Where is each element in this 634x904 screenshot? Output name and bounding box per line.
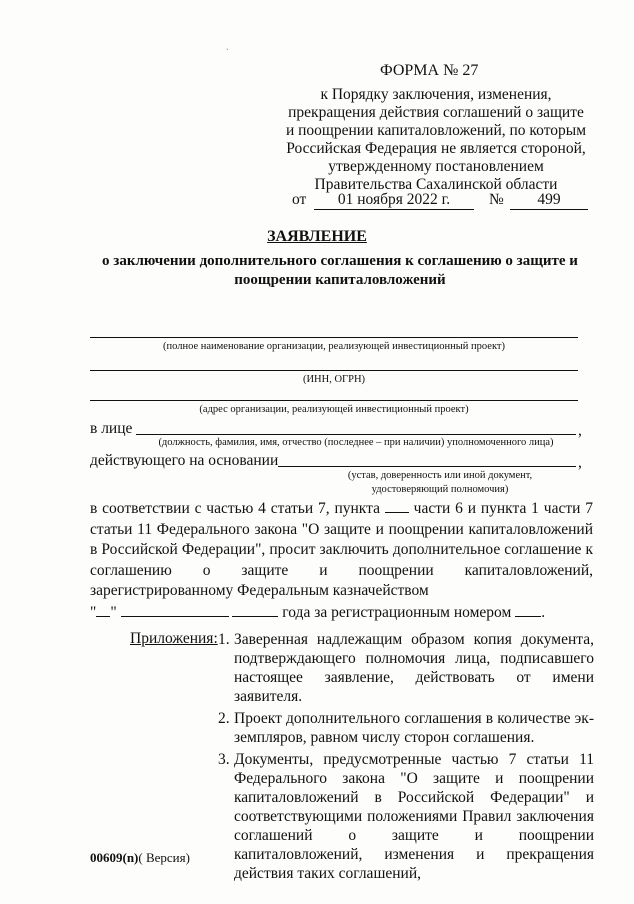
inn-ogrn-field[interactable] bbox=[90, 370, 578, 371]
registration-day-blank[interactable] bbox=[96, 602, 110, 617]
appendix-item-number: 1. bbox=[218, 631, 230, 648]
request-paragraph bbox=[90, 498, 593, 623]
in-person-caption: (должность, фамилия, имя, отчество (последнее – при наличии) уполномоченного лица) bbox=[158, 437, 554, 448]
appendix-list bbox=[218, 630, 594, 886]
registration-month-blank[interactable] bbox=[121, 602, 229, 617]
registration-year-blank[interactable] bbox=[232, 602, 278, 617]
acting-basis-caption-line1: (устав, доверенность или иной документ, bbox=[347, 470, 533, 481]
quote-open: " bbox=[90, 603, 97, 621]
appendix-item bbox=[218, 750, 594, 883]
document-subtitle: о заключении дополнительного соглашения к соглашению о защите и поощрении капиталовложений bbox=[102, 253, 578, 288]
appendix-item-text: Проект дополнительного соглашения в количестве экземпляров, равном числу сторон соглашения. bbox=[234, 710, 594, 746]
quote-close: " bbox=[110, 603, 117, 621]
address-field[interactable] bbox=[90, 400, 578, 401]
request-end: . bbox=[541, 603, 546, 621]
acting-basis-caption-line2: удостоверяющий полномочия) bbox=[371, 484, 509, 495]
acting-basis-field[interactable] bbox=[278, 466, 576, 467]
form-reference: к Порядку заключения, изменения, прекращения действия соглашений о защите и поощрении капиталовложений, по которым Российская Федерация не является стороной, утвержденному постановлением Правительства Сахалинской области bbox=[285, 86, 587, 193]
appendix-label: Приложения: bbox=[130, 630, 218, 647]
acting-basis-caption bbox=[300, 469, 580, 497]
in-person-comma: , bbox=[578, 422, 582, 439]
appendix-item-text: Заверенная надлежащим образом копия документа, подтверждающего полномочия лица, подписавшего настоящее заявление, действовать от имени заявителя. bbox=[234, 631, 594, 705]
appendix-item-number: 3. bbox=[218, 751, 230, 768]
in-person-field[interactable] bbox=[136, 434, 576, 435]
form-version: ( Версия) bbox=[138, 850, 190, 865]
item-number-blank[interactable] bbox=[385, 498, 409, 513]
resolution-number: 499 bbox=[510, 191, 588, 210]
resolution-date-row bbox=[292, 191, 592, 213]
stray-mark: ˏ bbox=[226, 41, 229, 50]
document-footer bbox=[90, 850, 190, 866]
appendix-item bbox=[218, 630, 594, 706]
date-prefix: от bbox=[292, 191, 307, 208]
org-name-caption: (полное наименование организации, реализующей инвестиционный проект) bbox=[162, 341, 505, 352]
request-text-part2: части 6 и пункта 1 части 7 статьи 11 Федерального закона "О защите и поощрении капиталовложений в Российской Федерации", просит заключить дополнительное соглашение к соглашению о защите и поощрении капиталовложений, зарегистрированному Федеральным казначейством bbox=[90, 500, 593, 599]
request-text-part3: года за регистрационным номером bbox=[282, 603, 512, 621]
acting-basis-comma: , bbox=[578, 454, 582, 471]
number-prefix: № bbox=[489, 191, 504, 208]
form-code: 00609(n) bbox=[90, 850, 139, 865]
appendix-item bbox=[218, 709, 594, 747]
document-title: ЗАЯВЛЕНИЕ bbox=[267, 228, 367, 245]
acting-basis-label: действующего на основании bbox=[90, 452, 279, 469]
inn-ogrn-caption: (ИНН, ОГРН) bbox=[302, 374, 366, 385]
appendix-item-text: Документы, предусмотренные частью 7 статьи 11 Федерального закона "О защите и поощрении капиталовложений в Российской Федерации" и соответствующими положениями Правил заключения соглашений о защите и поощрении капиталовложений, изменения и прекращения действия таких соглашений, bbox=[234, 751, 594, 882]
org-name-field[interactable] bbox=[90, 337, 578, 338]
address-caption: (адрес организации, реализующей инвестиционный проект) bbox=[199, 404, 469, 415]
registration-number-blank[interactable] bbox=[515, 602, 541, 617]
form-number: ФОРМА № 27 bbox=[380, 62, 479, 79]
in-person-label: в лице bbox=[90, 420, 133, 437]
request-text-part1: в соответствии с частью 4 статьи 7, пункта bbox=[90, 500, 380, 517]
registration-line bbox=[90, 602, 593, 624]
resolution-date: 01 ноября 2022 г. bbox=[314, 191, 474, 210]
appendix-item-number: 2. bbox=[218, 710, 230, 727]
